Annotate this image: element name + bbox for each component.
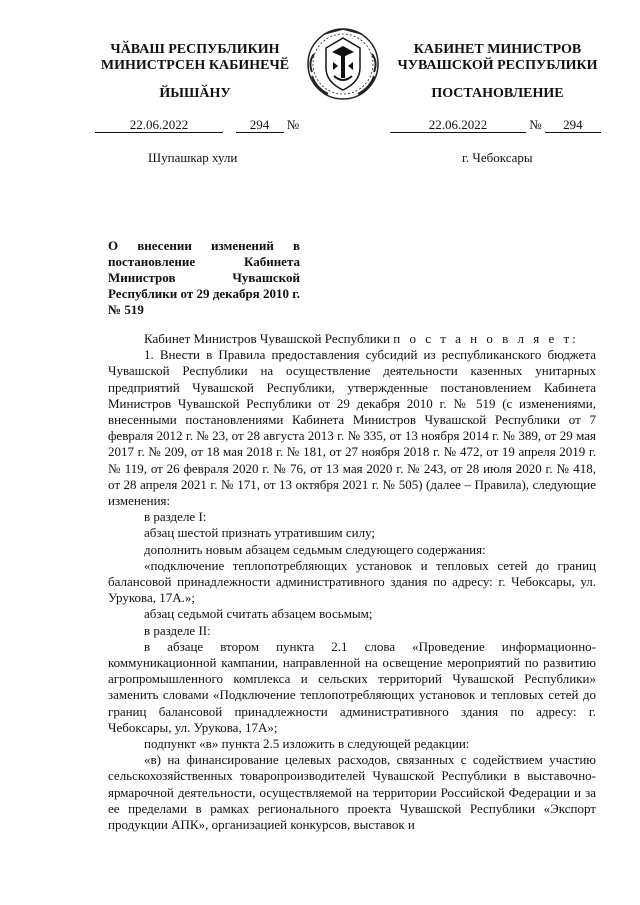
document-subject: О внесении изменений в постановление Кабинета Министров Чувашской Республики от 29 декабря 2010 г. № 519	[108, 238, 300, 317]
right-date: 22.06.2022	[390, 117, 526, 133]
body-paragraph: подпункт «в» пункта 2.5 изложить в следующей редакции:	[144, 736, 470, 752]
right-header-line2: ЧУВАШСКОЙ РЕСПУБЛИКИ	[397, 58, 598, 73]
left-doc-type: ЙЫШӐНУ	[159, 86, 231, 101]
left-number: 294	[236, 117, 284, 133]
intro-text: Кабинет Министров Чувашской Республики	[144, 331, 390, 346]
left-number-sign: №	[286, 117, 300, 132]
body-paragraph: «в) на финансирование целевых расходов, связанных с содействием участию сельскохозяйственных товаропроизводителей Чувашской Республики в выставочно-ярмарочной деятельности, осуществляемой на территории Российской Федерации и за ее пределами в рамках регионального проекта Чувашской Республики «Экспорт продукции АПК», организацией конкурсов, выставок и	[108, 752, 596, 833]
right-number-sign: №	[529, 117, 542, 132]
intro-resolves: п о с т а н о в л я е т:	[393, 331, 579, 346]
left-date-line	[95, 117, 299, 133]
right-number: 294	[545, 117, 601, 133]
left-date: 22.06.2022	[95, 117, 223, 133]
chuvash-coat-of-arms-icon	[302, 26, 384, 102]
body-paragraph: в абзаце втором пункта 2.1 слова «Проведение информационно-коммуникационной кампании, направленной на освещение мероприятий по развитию агропромышленного комплекса и сельских территорий Чувашской Республики» заменить словами «Подключение теплопотребляющих установок и тепловых сетей до границ балансовой принадлежности административного здания по адресу: г. Чебоксары, ул. Урукова, 17А»;	[108, 638, 596, 735]
left-header-line2: МИНИСТРСЕН КАБИНЕЧӖ	[100, 58, 290, 73]
body-paragraph: «подключение теплопотребляющих установок и тепловых сетей до границ балансовой принадлежности административного здания по адресу: г. Чебоксары, ул. Урукова, 17А.»;	[108, 557, 596, 606]
left-header	[80, 42, 310, 74]
body-paragraph: дополнить новым абзацем седьмым следующего содержания:	[144, 541, 486, 557]
right-doc-type: ПОСТАНОВЛЕНИЕ	[431, 86, 564, 101]
left-header-line1: ЧӐВАШ РЕСПУБЛИКИН	[110, 42, 280, 57]
left-city: Шупашкар хули	[148, 150, 238, 165]
body-paragraph: 1. Внести в Правила предоставления субсидий из республиканского бюджета Чувашской Республики на осуществление деятельности казенных унитарных предприятий Чувашской Республики, утвержденные постановлением Кабинета Министров Чувашской Республики от 29 декабря 2010 г. № 519 (с изменениями, внесенными постановлениями Кабинета Министров Чувашской Республики от 7 февраля 2012 г. № 23, от 28 августа 2013 г. № 335, от 13 ноября 2014 г. № 389, от 29 мая 2017 г. № 209, от 18 мая 2018 г. № 181, от 27 ноября 2018 г. № 472, от 19 апреля 2019 г. № 119, от 26 февраля 2020 г. № 76, от 13 мая 2020 г. № 243, от 28 июля 2020 г. № 418, от 28 апреля 2021 г. № 171, от 13 октября 2021 г. № 505) (далее – Правила), следующие изменения:	[108, 347, 596, 509]
right-date-line	[390, 117, 601, 133]
document-body	[108, 331, 596, 833]
body-paragraph: в разделе I:	[144, 509, 207, 525]
body-paragraph: в разделе II:	[144, 622, 211, 638]
intro-paragraph	[108, 331, 596, 347]
right-header	[385, 42, 610, 74]
body-paragraph: абзац шестой признать утратившим силу;	[144, 525, 376, 541]
body-paragraph: абзац седьмой считать абзацем восьмым;	[144, 606, 373, 622]
right-header-line1: КАБИНЕТ МИНИСТРОВ	[413, 42, 582, 57]
right-city: г. Чебоксары	[462, 150, 533, 165]
